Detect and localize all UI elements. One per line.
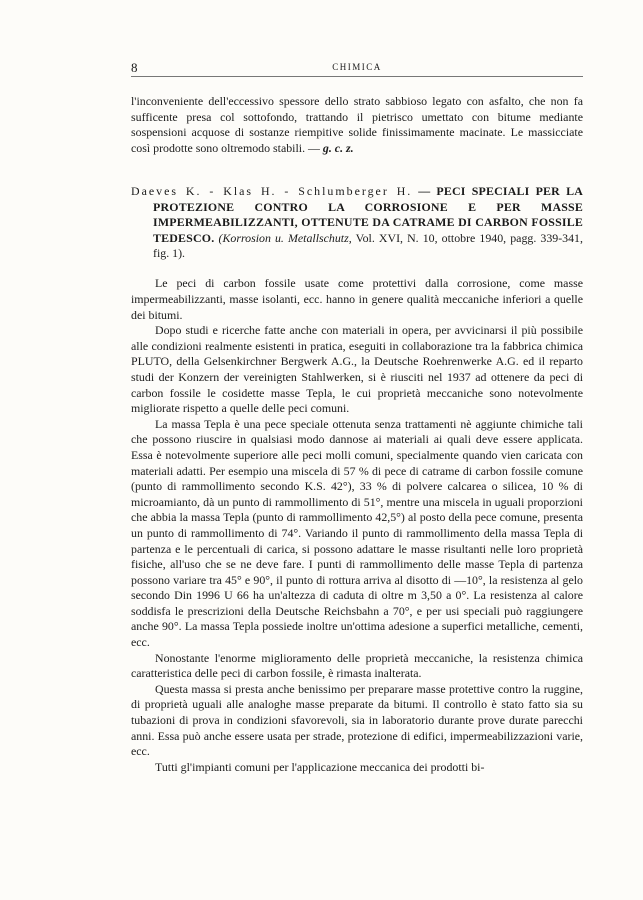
article-paragraph: Dopo studi e ricerche fatte anche con materiali in opera, per avvicinarsi il più possibile alle condizioni realmente esistenti in pratica, eseguiti in collaborazione tra la fabbrica chimica PLUTO, della Gelsenkirchner Bergwerk A.G., la Deutsche Roehrenwerke A.G. ed il reparto studi der Konzern der vereinigten Stahlwerken, si è riusciti nel 1937 ad ottenere da peci di carbon fossile le cosidette masse Tepla, le cui proprietà meccaniche sono notevolmente migliorate rispetto a quelle delle peci comuni. [131, 323, 583, 416]
article-paragraph: La massa Tepla è una pece speciale ottenuta senza trattamenti nè aggiunte chimiche tali che possono riuscire in qualsiasi modo dannose ai materiali ai quali deve essere applicata. Essa è notevolmente superiore alle peci molli comuni, specialmente quando vien caricata con materiali adatti. Per esempio una miscela di 57 % di pece di catrame di carbon fossile comune (punto di rammollimento secondo K.S. 42°), 33 % di polvere calcarea o silicea, 10 % di microamianto, dà un punto di rammollimento di 51°, mentre una miscela in uguali proporzioni che abbia la massa Tepla (punto di rammollimento 42,5°) al posto della pece comune, presenta un punto di rammollimento di 74°. Variando il punto di rammollimento della massa Tepla di partenza e le percentuali di carica, si possono adattare le masse risultanti nelle loro proprietà fisiche, all'uso che se ne deve fare. I punti di rammollimento delle masse Tepla di partenza possono variare tra 45° e 90°, il punto di rottura arriva al disotto di —10°, la resistenza al gelo secondo Din 1996 U 66 ha un'altezza di caduta di oltre m 3,50 a 0°. La resistenza al calore soddisfa le prescrizioni della Deutsche Reichsbahn a 70°, e per usi speciali può raggiungere anche 90°. La massa Tepla possiede inoltre un'ottima adesione a superfici metalliche, cementi, ecc. [131, 416, 583, 650]
article-paragraph: Nonostante l'enorme miglioramento delle proprietà meccaniche, la resistenza chimica caratteristica delle peci di carbon fossile, è rimasta inalterata. [131, 650, 583, 681]
running-title: CHIMICA [332, 62, 382, 72]
page [131, 60, 583, 775]
page-header [131, 60, 583, 77]
article-heading [131, 184, 583, 261]
article-paragraph: Tutti gl'impianti comuni per l'applicazione meccanica dei prodotti bi- [155, 759, 485, 774]
article-paragraph: Le peci di carbon fossile usate come protettivi dalla corrosione, come masse impermeabilizzanti, masse isolanti, ecc. hanno in genere qualità meccaniche inferiori a quelle dei bitumi. [131, 276, 583, 322]
journal-name: (Korrosion u. Metallschutz, [218, 230, 352, 245]
article-paragraph: Questa massa si presta anche benissimo per preparare masse protettive contro la ruggine, di proprietà uguali alle analoghe masse preparate da bitumi. Il controllo è stato fatto sia su tubazioni di prova in condizioni sfavorevoli, sia in laboratorio durante prove durate parecchi anni. Essa può anche essere usata per strade, protezione di edifici, impermeabilizzazioni varie, ecc. [131, 681, 583, 759]
article-authors: Daeves K. - Klas H. - Schlumberger H. [131, 184, 413, 199]
article-body [131, 276, 583, 775]
continuation-text: l'inconveniente dell'eccessivo spessore dello strato sabbioso legato con asfalto, che non fa sufficente presa col sottofondo, trattando il pietrisco umettato con bitume mediante sospensioni acquose di sostanze riempitive solide finissimamente macinate. Le massicciate così prodotte sono oltremodo stabili. — [131, 94, 583, 155]
continuation-paragraph [131, 94, 583, 156]
article-title: — PECI SPECIALI PER LA PROTEZIONE CONTRO LA CORROSIONE E PER MASSE IMPERMEABILIZZANTI, OTTENUTE DA CATRAME DI CARBON FOSSILE TEDESCO. [153, 184, 583, 245]
author-signature: g. c. z. [322, 140, 354, 155]
page-number: 8 [131, 60, 138, 75]
journal-citation: Vol. XVI, N. 10, ottobre 1940, pagg. 339-341, fig. 1). [153, 230, 583, 260]
